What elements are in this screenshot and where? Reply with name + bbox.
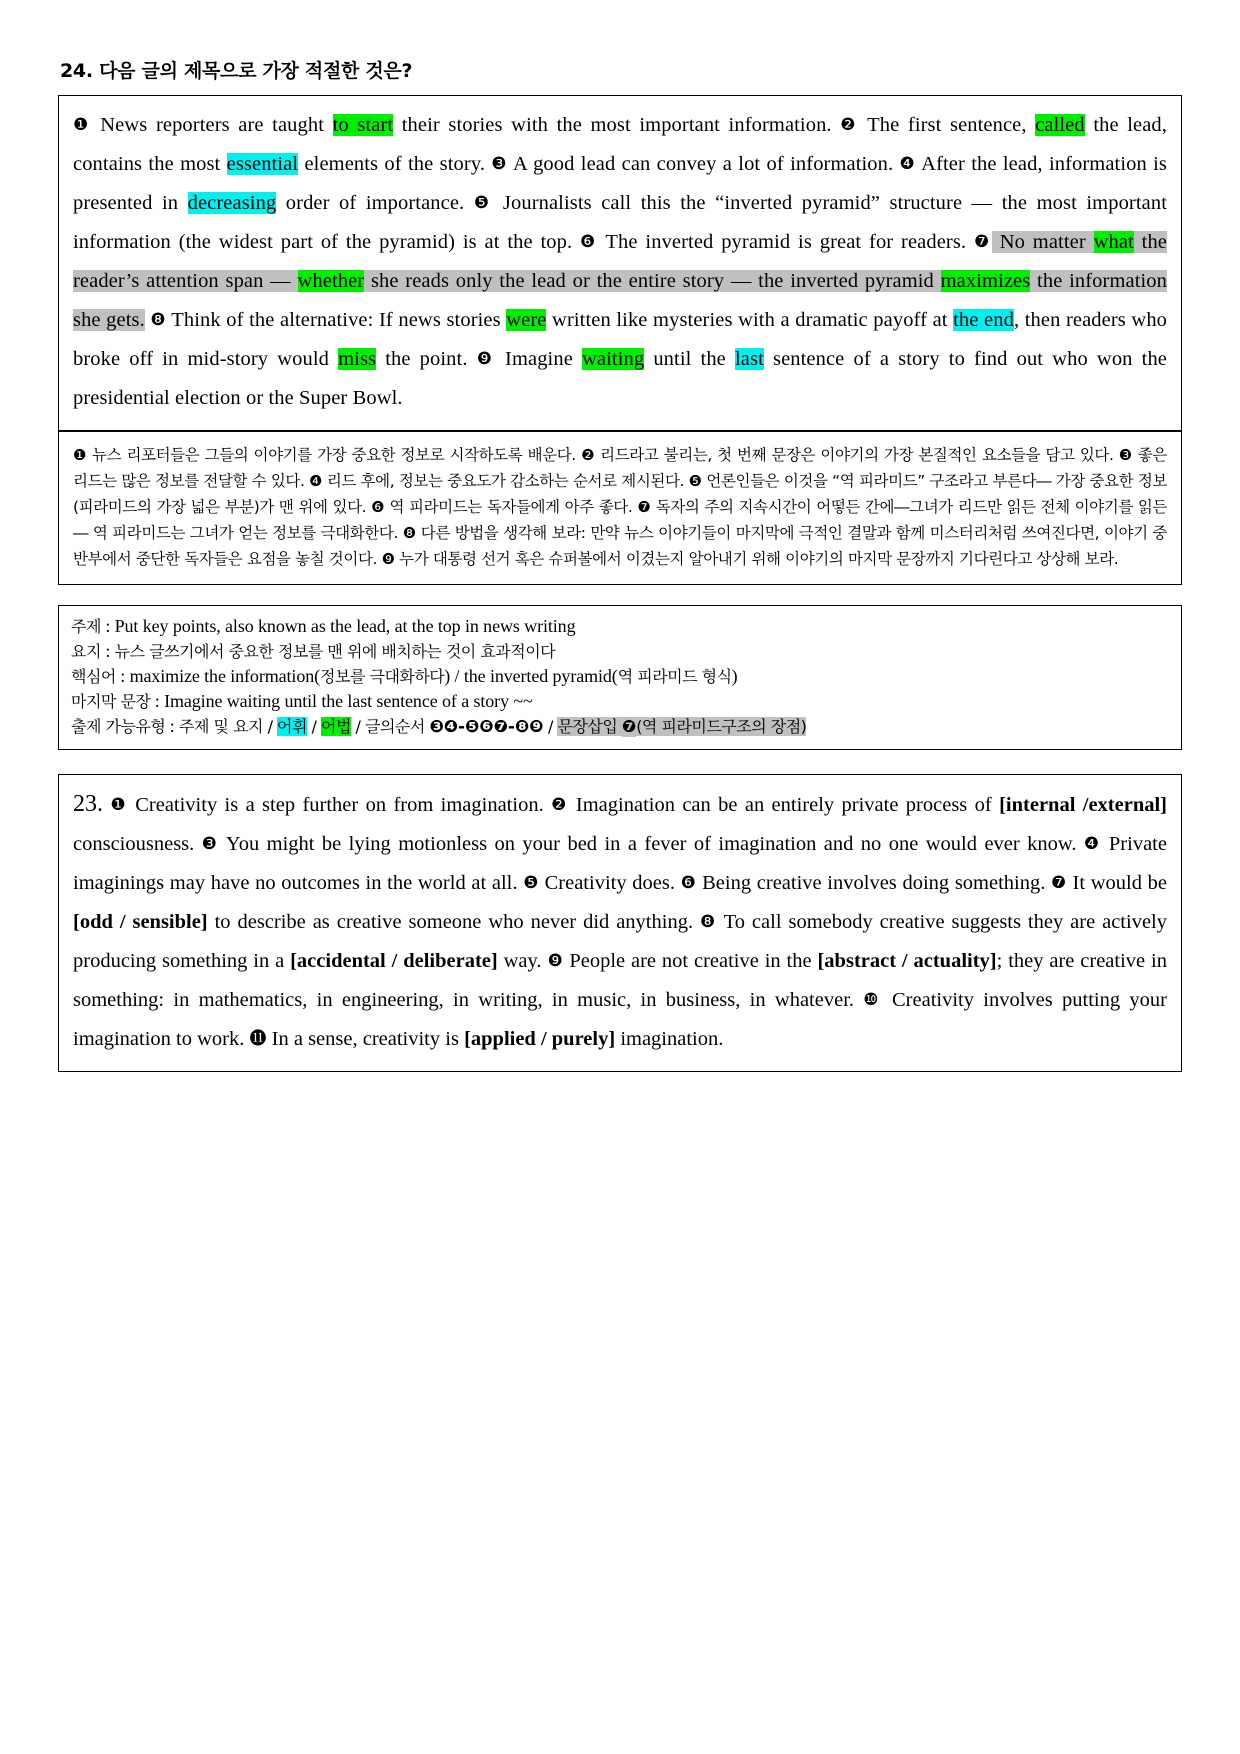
summary-label-gist: 요지 bbox=[71, 642, 101, 661]
sentence-marker-5: ❺ bbox=[473, 193, 494, 213]
summary-row-gist bbox=[71, 639, 1169, 664]
summary-label-keywords: 핵심어 bbox=[71, 667, 116, 686]
passage-text: the lead, contains the most bbox=[73, 114, 1168, 175]
sentence-marker-1: ❶ bbox=[110, 795, 128, 815]
highlight-decreasing: decreasing bbox=[187, 192, 277, 214]
summary-value-keywords: ) bbox=[731, 666, 738, 686]
translation-text: 언론인들은 이것을 “역 피라미드” 구조라고 부른다― 가장 중요한 정보 (피라미드의 가장 넓은 부분)가 맨 위에 있다. bbox=[73, 472, 1167, 516]
gray-highlight-text: No matter bbox=[991, 231, 1094, 253]
question-23-passage bbox=[73, 785, 1167, 1059]
summary-value-topic: Put key points, also known as the lead, at the top in news writing bbox=[114, 616, 576, 636]
sentence-marker-3: ❸ bbox=[1118, 446, 1133, 464]
sentence-insertion-marker: ❼ bbox=[621, 717, 637, 737]
highlight-whether: whether bbox=[297, 270, 365, 292]
sentence-marker-6: ❻ bbox=[580, 232, 598, 252]
passage-text: After the lead, information is presented in bbox=[73, 153, 1168, 214]
question-23-block bbox=[58, 774, 1182, 1072]
summary-row-last-sentence bbox=[71, 689, 1169, 714]
passage-text: In a sense, creativity is bbox=[266, 1028, 465, 1050]
sentence-marker-9: ❾ bbox=[476, 349, 496, 369]
passage-text: until the bbox=[644, 348, 735, 370]
sentence-marker-2: ❷ bbox=[551, 795, 569, 815]
sentence-marker-8: ❽ bbox=[700, 912, 718, 932]
sentence-marker-7: ❼ bbox=[1051, 873, 1067, 893]
summary-value-types: / bbox=[543, 717, 558, 736]
sentence-marker-10: ❿ bbox=[863, 990, 883, 1010]
translation-text: 리드 후에, 정보는 중요도가 감소하는 순서로 제시된다. bbox=[322, 472, 689, 490]
gray-highlight-text: she reads only the lead or the entire story ― the inverted pyramid bbox=[364, 270, 941, 292]
sentence-marker-4: ❹ bbox=[1083, 834, 1102, 854]
choice-abstract-actuality: [abstract / actuality] bbox=[817, 950, 997, 972]
passage-text: Journalists call this the “inverted pyramid” structure ― the most important information (the widest part of the pyramid) is at the top. bbox=[73, 192, 1167, 253]
question-prompt: 다음 글의 제목으로 가장 적절한 것은? bbox=[99, 60, 413, 82]
passage-text: The inverted pyramid is great for readers. bbox=[597, 231, 974, 253]
passage-text: You might be lying motionless on your bed in a fever of imagination and no one would ever know. bbox=[219, 833, 1084, 855]
highlight-were: were bbox=[506, 309, 547, 331]
passage-text: Think of the alternative: If news stories bbox=[166, 309, 507, 331]
sentence-marker-7: ❼ bbox=[637, 498, 651, 516]
highlight-last: last bbox=[735, 348, 764, 370]
summary-value-types: 주제 및 요지 / bbox=[179, 717, 278, 736]
passage-text: imagination. bbox=[615, 1028, 724, 1050]
badge-sentence-insertion: 문장삽입 bbox=[557, 717, 622, 736]
sentence-marker-4: ❹ bbox=[899, 154, 916, 174]
summary-row-keywords bbox=[71, 664, 1169, 689]
passage-text: Imagine bbox=[495, 348, 583, 370]
passage-text: Imagination can be an entirely private process of bbox=[568, 794, 1000, 816]
passage-text: the point. bbox=[376, 348, 477, 370]
summary-label-topic: 주제 bbox=[71, 617, 101, 636]
sentence-marker-2: ❷ bbox=[840, 115, 859, 135]
highlight-to-start: to start bbox=[332, 114, 394, 136]
summary-value-gist: 뉴스 글쓰기에서 중요한 정보를 맨 위에 배치하는 것이 효과적이다 bbox=[114, 642, 556, 661]
summary-separator: : bbox=[100, 641, 115, 661]
summary-separator: : bbox=[165, 716, 180, 736]
sentence-marker-1: ❶ bbox=[73, 115, 92, 135]
sentence-marker-4: ❹ bbox=[309, 472, 323, 490]
passage-text: elements of the story. bbox=[298, 153, 492, 175]
passage-text: News reporters are taught bbox=[91, 114, 333, 136]
passage-text: their stories with the most important information. bbox=[393, 114, 841, 136]
sentence-marker-8: ❽ bbox=[402, 524, 417, 542]
passage-text: , then readers who broke off in mid-story would bbox=[73, 309, 1168, 370]
passage-text: Creativity is a step further on from imagination. bbox=[127, 794, 552, 816]
highlight-miss: miss bbox=[338, 348, 377, 370]
sentence-marker-6: ❻ bbox=[680, 873, 697, 893]
choice-applied-purely: [applied / purely] bbox=[464, 1028, 616, 1050]
passage-text: The first sentence, bbox=[858, 114, 1036, 136]
korean-translation bbox=[73, 442, 1167, 572]
highlight-waiting: waiting bbox=[582, 348, 645, 370]
translation-text: 뉴스 리포터들은 그들의 이야기를 가장 중요한 정보로 시작하도록 배운다. bbox=[86, 446, 582, 464]
sentence-marker-5: ❺ bbox=[523, 873, 539, 893]
passage-text: Private imaginings may have no outcomes in the world at all. bbox=[73, 833, 1167, 894]
translation-text: 리드라고 불리는, 첫 번째 문장은 이야기의 가장 본질적인 요소들을 담고 있다. bbox=[594, 446, 1119, 464]
summary-value-last-sentence: Imagine waiting until the last sentence of a story ~~ bbox=[164, 691, 533, 711]
passage-text: to describe as creative someone who never did anything. bbox=[207, 911, 701, 933]
translation-text: 다른 방법을 생각해 보라: 만약 뉴스 이야기들이 마지막에 극적인 결말과 함께 미스터리처럼 쓰여진다면, 이야기 중반부에서 중단한 독자들은 요점을 놓칠 것이다. bbox=[73, 524, 1167, 568]
highlight-maximizes: maximizes bbox=[940, 270, 1031, 292]
summary-separator: : bbox=[100, 616, 115, 636]
translation-text: 좋은 리드는 많은 정보를 전달할 수 있다. bbox=[73, 446, 1167, 490]
english-passage bbox=[73, 106, 1167, 418]
summary-value-types: / bbox=[306, 717, 322, 736]
gray-highlight-text: the information she gets. bbox=[73, 270, 1167, 331]
korean-translation-block bbox=[58, 431, 1182, 585]
translation-text: 역 피라미드는 독자들에게 아주 좋다. bbox=[384, 498, 638, 516]
summary-value-keywords: maximize the information( bbox=[129, 666, 321, 686]
sentence-marker-5: ❺ bbox=[688, 472, 702, 490]
summary-row-topic bbox=[71, 614, 1169, 639]
choice-internal-external: [internal /external] bbox=[999, 794, 1167, 816]
question-number: 24. bbox=[60, 60, 93, 82]
summary-label-last-sentence: 마지막 문장 bbox=[71, 692, 151, 711]
passage-text: order of importance. bbox=[276, 192, 474, 214]
summary-label-question-types: 출제 가능유형 bbox=[71, 717, 166, 736]
sentence-marker-9: ❾ bbox=[547, 951, 564, 971]
translation-text: 누가 대통령 선거 혹은 슈퍼볼에서 이겼는지 알아내기 위해 이야기의 마지막 문장까지 기다린다고 상상해 보라. bbox=[394, 550, 1119, 568]
passage-text: way. bbox=[497, 950, 548, 972]
choice-accidental-deliberate: [accidental / deliberate] bbox=[290, 950, 498, 972]
badge-grammar: 어법 bbox=[321, 717, 351, 736]
sentence-marker-8: ❽ bbox=[150, 310, 167, 330]
sentence-marker-9: ❾ bbox=[381, 550, 395, 568]
summary-row-question-types bbox=[71, 714, 1169, 740]
summary-separator: : bbox=[115, 666, 130, 686]
passage-text: People are not creative in the bbox=[563, 950, 818, 972]
passage-text: To call somebody creative suggests they are actively producing something in a bbox=[73, 911, 1167, 972]
summary-block bbox=[58, 605, 1182, 750]
translation-text: 독자의 주의 지속시간이 어떻든 간에―그녀가 리드만 읽든 전체 이야기를 읽든 ― 역 피라미드는 그녀가 얻는 정보를 극대화한다. bbox=[73, 498, 1167, 542]
badge-sentence-insertion-note: (역 피라미드구조의 장점) bbox=[636, 717, 807, 736]
sentence-marker-6: ❻ bbox=[371, 498, 385, 516]
summary-value-keywords-ko2: 역 피라미드 형식 bbox=[617, 667, 732, 686]
summary-value-keywords-ko: 정보를 극대화하다 bbox=[320, 667, 445, 686]
passage-text: Being creative involves doing something. bbox=[696, 872, 1052, 894]
passage-text: ; they are creative in something: in mathematics, in engineering, in writing, in music, in business, in whatever. bbox=[73, 950, 1167, 1011]
question-23-number: 23. bbox=[73, 791, 103, 817]
summary-value-keywords: ) / the inverted pyramid( bbox=[444, 666, 618, 686]
passage-text: A good lead can convey a lot of information. bbox=[507, 153, 900, 175]
highlight-what: what bbox=[1093, 231, 1134, 253]
highlight-the-end: the end bbox=[953, 309, 1014, 331]
summary-value-types: / 글의순서 bbox=[350, 717, 430, 736]
passage-text: Creativity does. bbox=[538, 872, 681, 894]
passage-text: consciousness. bbox=[73, 833, 202, 855]
sentence-marker-3: ❸ bbox=[201, 834, 220, 854]
sentence-marker-3: ❸ bbox=[491, 154, 508, 174]
summary-separator: : bbox=[150, 691, 165, 711]
passage-text: It would be bbox=[1066, 872, 1167, 894]
choice-odd-sensible: [odd / sensible] bbox=[73, 911, 208, 933]
badge-vocabulary: 어휘 bbox=[277, 717, 307, 736]
page-title bbox=[60, 56, 1182, 83]
sentence-marker-1: ❶ bbox=[73, 446, 87, 464]
sentence-marker-11: ⓫ bbox=[249, 1029, 267, 1049]
passage-text: Creativity involves putting your imagination to work. bbox=[73, 989, 1167, 1050]
passage-text: written like mysteries with a dramatic payoff at bbox=[546, 309, 954, 331]
passage-text: sentence of a story to find out who won the presidential election or the Super Bowl. bbox=[73, 348, 1167, 409]
highlight-essential: essential bbox=[226, 153, 299, 175]
order-sequence: ❸❹-❺❻❼-❽❾ bbox=[429, 717, 544, 737]
gray-highlight-text: the reader’s attention span ― bbox=[73, 231, 1167, 292]
highlight-called: called bbox=[1035, 114, 1085, 136]
english-passage-block bbox=[58, 95, 1182, 431]
sentence-marker-7: ❼ bbox=[973, 232, 992, 252]
sentence-marker-2: ❷ bbox=[581, 446, 595, 464]
